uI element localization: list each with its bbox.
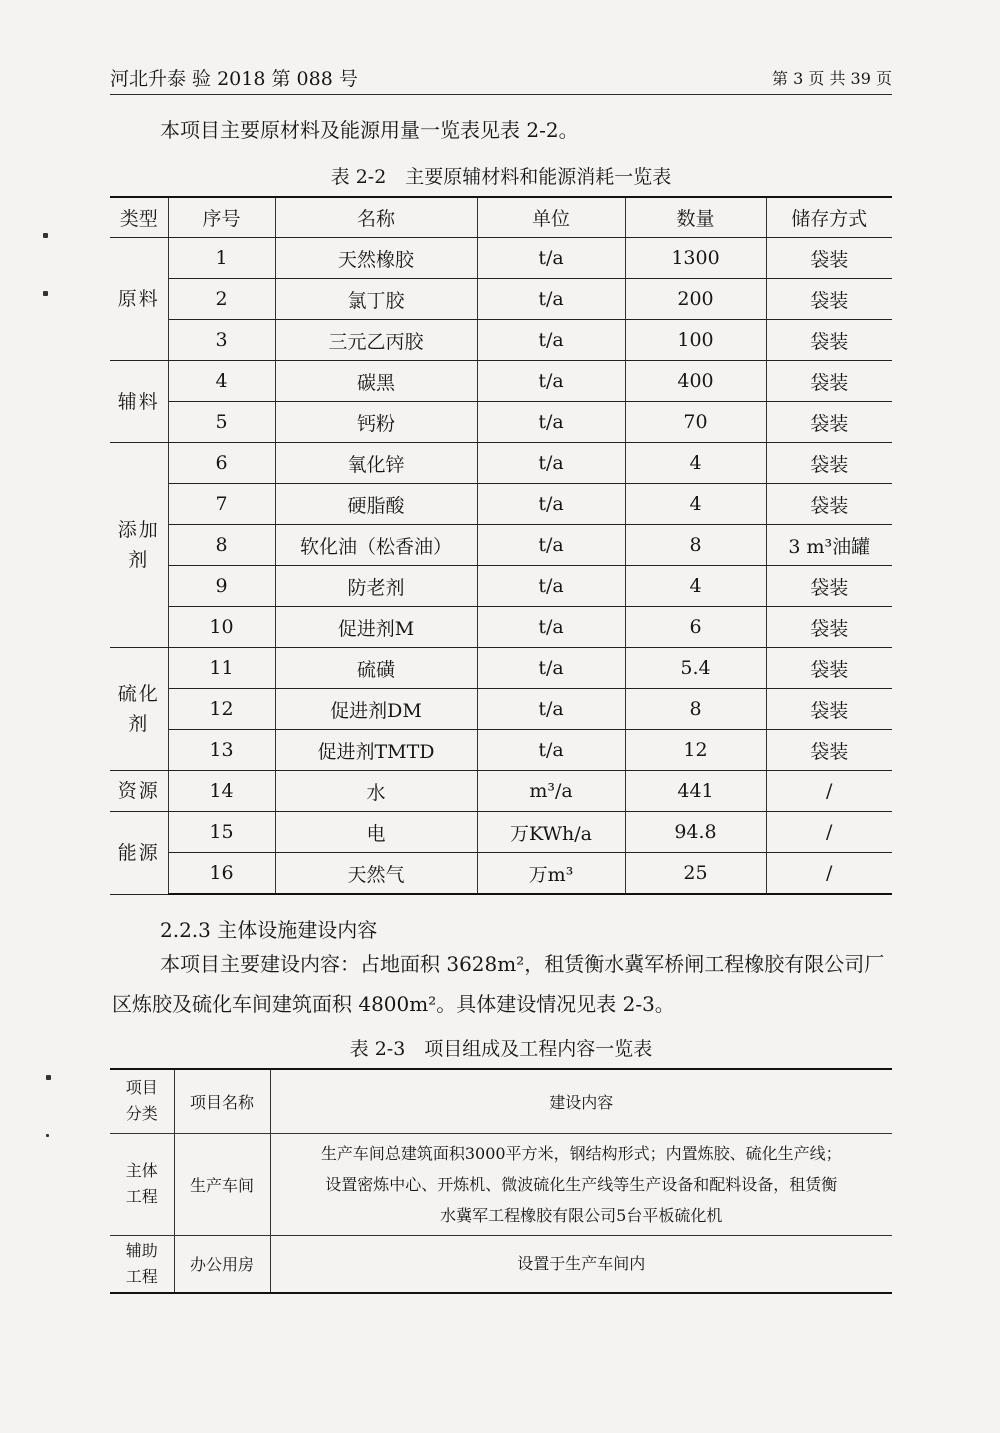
category-cell: 添加剂 (110, 443, 168, 648)
table-row: 7 硬脂酸 t/a 4 袋装 (110, 484, 892, 525)
content-cell: 生产车间总建筑面积3000平方米，钢结构形式；内置炼胶、硫化生产线； 设置密炼中心、开炼机、微波硫化生产线等生产设备和配料设备，租赁衡 水冀军工程橡胶有限公司5台平板硫化机 (270, 1133, 892, 1235)
header-storage: 储存方式 (766, 197, 892, 238)
header-name: 名称 (275, 197, 477, 238)
table-row: 13 促进剂TMTD t/a 12 袋装 (110, 730, 892, 771)
table-row: 2 氯丁胶 t/a 200 袋装 (110, 279, 892, 320)
table-2-2-caption: 表 2-2 主要原辅材料和能源消耗一览表 (330, 166, 672, 188)
table-row: 硫化剂 11 硫磺 t/a 5.4 袋装 (110, 648, 892, 689)
content-cell: 设置于生产车间内 (270, 1235, 892, 1293)
table-row: 12 促进剂DM t/a 8 袋装 (110, 689, 892, 730)
table-row: 辅料 4 碳黑 t/a 400 袋装 (110, 361, 892, 402)
header-no: 序号 (168, 197, 275, 238)
category-cell: 原料 (110, 238, 168, 361)
table-row: 能源 15 电 万KWh/a 94.8 / (110, 812, 892, 853)
table-row: 资源 14 水 m³/a 441 / (110, 771, 892, 812)
table-row: 辅助工程 办公用房 设置于生产车间内 (110, 1235, 892, 1293)
header-category: 项目分类 (110, 1069, 174, 1133)
scan-speck (43, 233, 48, 238)
header-qty: 数量 (625, 197, 766, 238)
table-row: 添加剂 6 氧化锌 t/a 4 袋装 (110, 443, 892, 484)
table-header-row (110, 1069, 892, 1133)
scan-speck (46, 1134, 49, 1137)
table-row: 9 防老剂 t/a 4 袋装 (110, 566, 892, 607)
header-unit: 单位 (477, 197, 625, 238)
table-row: 8 软化油（松香油） t/a 8 3 m³油罐 (110, 525, 892, 566)
section-heading: 2.2.3 主体设施建设内容 (160, 918, 378, 942)
table-header-row (110, 197, 892, 238)
header-type: 类型 (110, 197, 168, 238)
scan-speck (46, 1075, 51, 1080)
category-cell: 能源 (110, 812, 168, 895)
table-row: 5 钙粉 t/a 70 袋装 (110, 402, 892, 443)
intro-paragraph: 本项目主要原材料及能源用量一览表见表 2-2。 (160, 118, 579, 142)
table-row: 16 天然气 万m³ 25 / (110, 853, 892, 895)
page-header (110, 58, 892, 95)
table-row: 主体工程 生产车间 生产车间总建筑面积3000平方米，钢结构形式；内置炼胶、硫化生产线； 设置密炼中心、开炼机、微波硫化生产线等生产设备和配料设备，租赁衡 水冀军工程橡胶有限公司5台平板硫化机 (110, 1133, 892, 1235)
header-content: 建设内容 (270, 1069, 892, 1133)
table-row: 原料 1 天然橡胶 t/a 1300 袋装 (110, 238, 892, 279)
table-row: 3 三元乙丙胶 t/a 100 袋装 (110, 320, 892, 361)
report-number: 河北升泰 验 2018 第 088 号 (110, 68, 358, 90)
category-cell: 资源 (110, 771, 168, 812)
project-composition-table (110, 1068, 892, 1294)
header-project-name: 项目名称 (174, 1069, 270, 1133)
table-row: 10 促进剂M t/a 6 袋装 (110, 607, 892, 648)
category-cell: 硫化剂 (110, 648, 168, 771)
section-paragraph-line-1: 本项目主要建设内容：占地面积 3628m²，租赁衡水冀军桥闸工程橡胶有限公司厂 (160, 952, 885, 976)
scan-speck (43, 291, 48, 296)
materials-energy-table (110, 196, 892, 895)
page-number: 第 3 页 共 39 页 (772, 69, 892, 88)
table-2-3-caption: 表 2-3 项目组成及工程内容一览表 (349, 1038, 653, 1060)
category-cell: 辅料 (110, 361, 168, 443)
section-paragraph-line-2: 区炼胶及硫化车间建筑面积 4800m²。具体建设情况见表 2-3。 (112, 992, 675, 1016)
